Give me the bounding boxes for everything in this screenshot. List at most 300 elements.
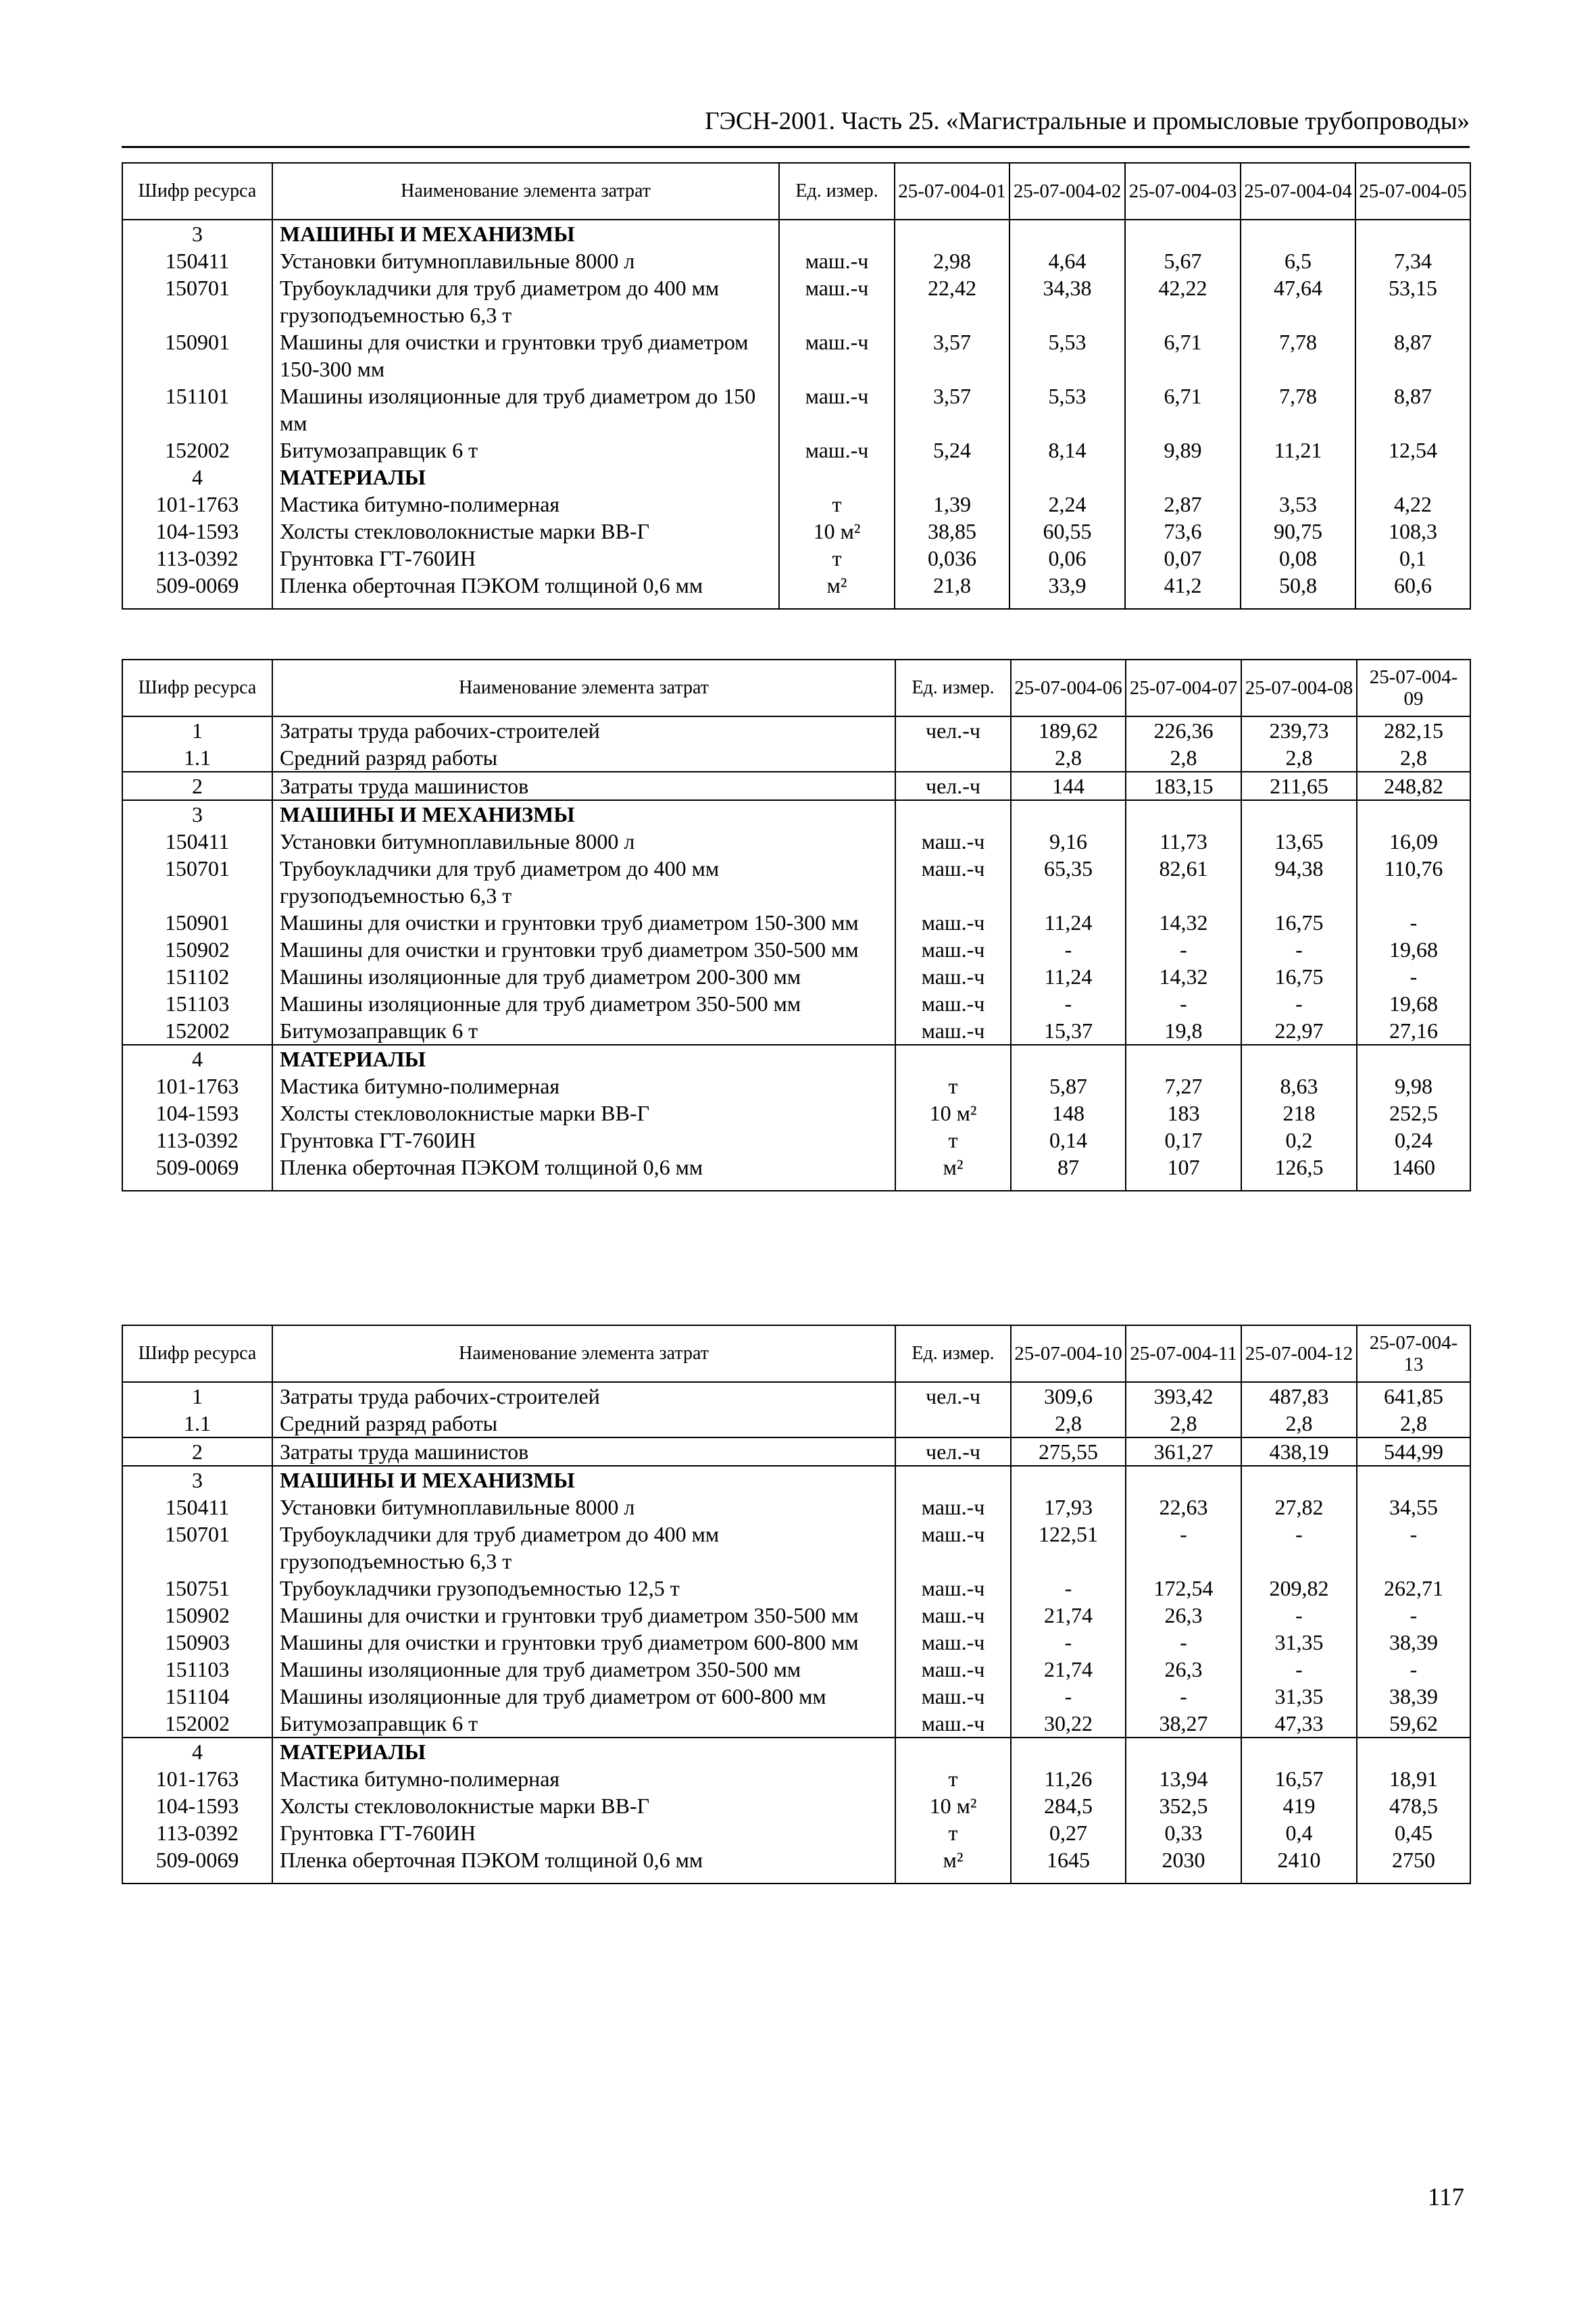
resource-code-cell: 1 xyxy=(122,1382,272,1410)
cost-element-name-cell: Установки битумноплавильные 8000 л xyxy=(272,828,895,855)
table-row xyxy=(122,1792,1470,1819)
table-row xyxy=(122,437,1470,464)
table-row xyxy=(122,1819,1470,1846)
value-cell: 6,5 xyxy=(1241,247,1355,274)
table-row xyxy=(122,1382,1470,1410)
value-cell: 26,3 xyxy=(1126,1602,1241,1629)
value-cell: 183,15 xyxy=(1126,772,1241,800)
value-cell: - xyxy=(1011,936,1126,963)
value-cell: 33,9 xyxy=(1009,572,1125,599)
value-cell: - xyxy=(1357,1521,1470,1575)
value-cell: 5,53 xyxy=(1009,383,1125,437)
table-row xyxy=(122,936,1470,963)
table-body xyxy=(122,1382,1470,1884)
cost-element-name-cell: Трубоукладчики для труб диаметром до 400 мм грузоподъемностью 6,3 т xyxy=(272,1521,895,1575)
unit-cell: чел.-ч xyxy=(895,716,1011,744)
value-cell: 7,27 xyxy=(1126,1073,1241,1100)
cost-element-name-cell: Мастика битумно-полимерная xyxy=(272,491,779,518)
value-cell: 2750 xyxy=(1357,1846,1470,1873)
cost-element-name-cell: Установки битумноплавильные 8000 л xyxy=(272,247,779,274)
value-cell: 0,1 xyxy=(1355,545,1470,572)
unit-cell: маш.-ч xyxy=(895,963,1011,990)
cost-element-name-cell: Машины изоляционные для труб диаметром 200-300 мм xyxy=(272,963,895,990)
value-cell: 3,53 xyxy=(1241,491,1355,518)
unit-cell: маш.-ч xyxy=(895,936,1011,963)
resource-code-cell: 509-0069 xyxy=(122,572,272,599)
value-cell xyxy=(1009,220,1125,247)
table-row xyxy=(122,1017,1470,1045)
table-row xyxy=(122,1575,1470,1602)
table-row xyxy=(122,545,1470,572)
value-cell: 8,87 xyxy=(1355,383,1470,437)
cost-element-name-cell: Холсты стекловолокнистые марки ВВ-Г xyxy=(272,1792,895,1819)
cost-element-name-cell: Пленка оберточная ПЭКОМ толщиной 0,6 мм xyxy=(272,1846,895,1873)
resource-code-cell: 4 xyxy=(122,1738,272,1765)
value-cell: 19,68 xyxy=(1357,936,1470,963)
value-cell: - xyxy=(1357,909,1470,936)
value-cell: 60,55 xyxy=(1009,518,1125,545)
value-cell xyxy=(1241,800,1357,828)
resource-code-cell: 151101 xyxy=(122,383,272,437)
cost-element-name-cell: Средний разряд работы xyxy=(272,744,895,772)
table-row xyxy=(122,1437,1470,1466)
table-row xyxy=(122,572,1470,599)
empty-cell xyxy=(1126,1873,1241,1884)
value-cell: 59,62 xyxy=(1357,1710,1470,1738)
cost-element-name-cell: Машины для очистки и грунтовки труб диаметром 350-500 мм xyxy=(272,936,895,963)
value-cell xyxy=(1011,1738,1126,1765)
value-cell: 0,07 xyxy=(1125,545,1241,572)
value-cell: 22,42 xyxy=(895,274,1009,328)
resource-code-cell: 150701 xyxy=(122,1521,272,1575)
column-header-rate: 25-07-004-06 xyxy=(1011,660,1126,716)
value-cell: - xyxy=(1241,1602,1357,1629)
resource-code-cell: 152002 xyxy=(122,1017,272,1045)
value-cell: 0,17 xyxy=(1126,1127,1241,1154)
table-row xyxy=(122,1521,1470,1575)
table-row xyxy=(122,1127,1470,1154)
value-cell: 0,08 xyxy=(1241,545,1355,572)
resource-code-cell: 151102 xyxy=(122,963,272,990)
value-cell: 11,21 xyxy=(1241,437,1355,464)
table-row xyxy=(122,855,1470,909)
unit-cell: маш.-ч xyxy=(779,328,895,383)
empty-cell xyxy=(122,1873,272,1884)
value-cell xyxy=(1126,800,1241,828)
value-cell xyxy=(1011,1045,1126,1073)
value-cell: 5,87 xyxy=(1011,1073,1126,1100)
column-header-code: Шифр ресурса xyxy=(122,163,272,220)
table-row xyxy=(122,963,1470,990)
value-cell: - xyxy=(1241,1656,1357,1683)
value-cell: - xyxy=(1241,1521,1357,1575)
resource-code-cell: 101-1763 xyxy=(122,1073,272,1100)
value-cell: 487,83 xyxy=(1241,1382,1357,1410)
resource-code-cell: 113-0392 xyxy=(122,1819,272,1846)
resource-code-cell: 152002 xyxy=(122,1710,272,1738)
empty-cell xyxy=(272,1181,895,1191)
value-cell: 183 xyxy=(1126,1100,1241,1127)
value-cell xyxy=(1241,1738,1357,1765)
column-header-unit: Ед. измер. xyxy=(895,1325,1011,1382)
value-cell: 252,5 xyxy=(1357,1100,1470,1127)
column-header-rate: 25-07-004-13 xyxy=(1357,1325,1470,1382)
value-cell: 3,57 xyxy=(895,383,1009,437)
cost-element-name-cell: Холсты стекловолокнистые марки ВВ-Г xyxy=(272,1100,895,1127)
cost-element-name-cell: Битумозаправщик 6 т xyxy=(272,1017,895,1045)
value-cell: 94,38 xyxy=(1241,855,1357,909)
value-cell xyxy=(1011,800,1126,828)
value-cell: 50,8 xyxy=(1241,572,1355,599)
resource-code-cell: 3 xyxy=(122,800,272,828)
unit-cell xyxy=(895,744,1011,772)
resource-code-cell: 509-0069 xyxy=(122,1154,272,1181)
cost-element-name-cell: Машины для очистки и грунтовки труб диаметром 150-300 мм xyxy=(272,328,779,383)
unit-cell: маш.-ч xyxy=(895,1602,1011,1629)
value-cell xyxy=(1125,464,1241,491)
value-cell xyxy=(1241,220,1355,247)
empty-cell xyxy=(1357,1873,1470,1884)
value-cell: 12,54 xyxy=(1355,437,1470,464)
value-cell: 107 xyxy=(1126,1154,1241,1181)
value-cell: 4,64 xyxy=(1009,247,1125,274)
value-cell: 126,5 xyxy=(1241,1154,1357,1181)
resource-code-cell: 150411 xyxy=(122,1494,272,1521)
column-header-name: Наименование элемента затрат xyxy=(272,1325,895,1382)
value-cell: 38,85 xyxy=(895,518,1009,545)
resource-code-cell: 101-1763 xyxy=(122,491,272,518)
cost-element-name-cell: Машины для очистки и грунтовки труб диаметром 350-500 мм xyxy=(272,1602,895,1629)
resource-table-2 xyxy=(122,659,1471,1191)
table-row xyxy=(122,1073,1470,1100)
section-row xyxy=(122,464,1470,491)
value-cell: 26,3 xyxy=(1126,1656,1241,1683)
table-row xyxy=(122,328,1470,383)
value-cell: 0,45 xyxy=(1357,1819,1470,1846)
value-cell: 0,33 xyxy=(1126,1819,1241,1846)
section-row xyxy=(122,1045,1470,1073)
value-cell xyxy=(1357,800,1470,828)
unit-cell: м² xyxy=(779,572,895,599)
value-cell: 438,19 xyxy=(1241,1437,1357,1466)
value-cell: 478,5 xyxy=(1357,1792,1470,1819)
empty-cell xyxy=(1009,599,1125,609)
unit-cell: чел.-ч xyxy=(895,1382,1011,1410)
value-cell: 144 xyxy=(1011,772,1126,800)
resource-code-cell: 150902 xyxy=(122,1602,272,1629)
value-cell: 4,22 xyxy=(1355,491,1470,518)
unit-cell: маш.-ч xyxy=(895,1575,1011,1602)
unit-cell xyxy=(895,1738,1011,1765)
value-cell xyxy=(1357,1045,1470,1073)
empty-cell xyxy=(779,599,895,609)
value-cell: 2,8 xyxy=(1011,744,1126,772)
value-cell: - xyxy=(1126,1683,1241,1710)
empty-cell xyxy=(1125,599,1241,609)
resource-code-cell: 150701 xyxy=(122,274,272,328)
empty-cell xyxy=(1126,1181,1241,1191)
value-cell xyxy=(1241,464,1355,491)
resource-code-cell: 113-0392 xyxy=(122,1127,272,1154)
table-row xyxy=(122,274,1470,328)
table-row xyxy=(122,1494,1470,1521)
unit-cell: т xyxy=(779,491,895,518)
value-cell: 17,93 xyxy=(1011,1494,1126,1521)
value-cell: 0,27 xyxy=(1011,1819,1126,1846)
unit-cell: маш.-ч xyxy=(895,855,1011,909)
value-cell: 21,74 xyxy=(1011,1656,1126,1683)
value-cell: 2,8 xyxy=(1126,1410,1241,1437)
column-header-rate: 25-07-004-02 xyxy=(1009,163,1125,220)
unit-cell: маш.-ч xyxy=(895,1683,1011,1710)
table-bottom-border xyxy=(122,599,1470,609)
unit-cell: маш.-ч xyxy=(895,990,1011,1017)
value-cell: - xyxy=(1126,1521,1241,1575)
value-cell: 34,55 xyxy=(1357,1494,1470,1521)
empty-cell xyxy=(1357,1181,1470,1191)
column-header-rate: 25-07-004-12 xyxy=(1241,1325,1357,1382)
cost-element-name-cell: МАТЕРИАЛЫ xyxy=(272,1738,895,1765)
resource-code-cell: 3 xyxy=(122,220,272,247)
column-header-rate: 25-07-004-04 xyxy=(1241,163,1355,220)
value-cell: 22,63 xyxy=(1126,1494,1241,1521)
unit-cell xyxy=(779,220,895,247)
unit-cell: маш.-ч xyxy=(895,1494,1011,1521)
value-cell xyxy=(1357,1466,1470,1494)
value-cell: 9,98 xyxy=(1357,1073,1470,1100)
value-cell: 2030 xyxy=(1126,1846,1241,1873)
unit-cell xyxy=(895,1045,1011,1073)
unit-cell: т xyxy=(779,545,895,572)
value-cell: - xyxy=(1357,963,1470,990)
value-cell: 3,57 xyxy=(895,328,1009,383)
cost-element-name-cell: Машины для очистки и грунтовки труб диаметром 600-800 мм xyxy=(272,1629,895,1656)
value-cell: 148 xyxy=(1011,1100,1126,1127)
column-header-rate: 25-07-004-01 xyxy=(895,163,1009,220)
value-cell: 8,14 xyxy=(1009,437,1125,464)
value-cell: 60,6 xyxy=(1355,572,1470,599)
cost-element-name-cell: Грунтовка ГТ-760ИН xyxy=(272,545,779,572)
cost-element-name-cell: Битумозаправщик 6 т xyxy=(272,1710,895,1738)
value-cell: 1645 xyxy=(1011,1846,1126,1873)
unit-cell: м² xyxy=(895,1846,1011,1873)
value-cell: 5,24 xyxy=(895,437,1009,464)
value-cell: 641,85 xyxy=(1357,1382,1470,1410)
unit-cell: маш.-ч xyxy=(895,1017,1011,1045)
column-header-rate: 25-07-004-03 xyxy=(1125,163,1241,220)
table-row xyxy=(122,383,1470,437)
value-cell: 16,09 xyxy=(1357,828,1470,855)
value-cell xyxy=(895,464,1009,491)
value-cell: 34,38 xyxy=(1009,274,1125,328)
value-cell xyxy=(1241,1045,1357,1073)
value-cell: 30,22 xyxy=(1011,1710,1126,1738)
value-cell: - xyxy=(1241,936,1357,963)
resource-table-1 xyxy=(122,162,1471,610)
resource-code-cell: 1.1 xyxy=(122,1410,272,1437)
value-cell: 2,8 xyxy=(1126,744,1241,772)
resource-code-cell: 151104 xyxy=(122,1683,272,1710)
cost-element-name-cell: Средний разряд работы xyxy=(272,1410,895,1437)
column-header-name: Наименование элемента затрат xyxy=(272,163,779,220)
section-row xyxy=(122,1738,1470,1765)
value-cell: 108,3 xyxy=(1355,518,1470,545)
unit-cell: т xyxy=(895,1765,1011,1792)
unit-cell: маш.-ч xyxy=(779,383,895,437)
resource-code-cell: 150411 xyxy=(122,828,272,855)
cost-element-name-cell: Трубоукладчики для труб диаметром до 400 мм грузоподъемностью 6,3 т xyxy=(272,274,779,328)
empty-cell xyxy=(272,1873,895,1884)
value-cell: 13,94 xyxy=(1126,1765,1241,1792)
value-cell: - xyxy=(1126,1629,1241,1656)
unit-cell xyxy=(895,1466,1011,1494)
unit-cell: м² xyxy=(895,1154,1011,1181)
table-row xyxy=(122,1100,1470,1127)
unit-cell: чел.-ч xyxy=(895,772,1011,800)
unit-cell xyxy=(779,464,895,491)
cost-element-name-cell: Машины для очистки и грунтовки труб диаметром 150-300 мм xyxy=(272,909,895,936)
value-cell xyxy=(895,220,1009,247)
column-header-code: Шифр ресурса xyxy=(122,1325,272,1382)
value-cell: 53,15 xyxy=(1355,274,1470,328)
table-row xyxy=(122,518,1470,545)
table-row xyxy=(122,909,1470,936)
resource-code-cell: 104-1593 xyxy=(122,1792,272,1819)
resource-code-cell: 150901 xyxy=(122,328,272,383)
table-row xyxy=(122,716,1470,744)
resource-code-cell: 1 xyxy=(122,716,272,744)
value-cell: 38,27 xyxy=(1126,1710,1241,1738)
cost-element-name-cell: МАШИНЫ И МЕХАНИЗМЫ xyxy=(272,220,779,247)
value-cell: - xyxy=(1126,936,1241,963)
value-cell: 19,68 xyxy=(1357,990,1470,1017)
unit-cell xyxy=(895,800,1011,828)
value-cell: 82,61 xyxy=(1126,855,1241,909)
value-cell: 393,42 xyxy=(1126,1382,1241,1410)
value-cell: 2,8 xyxy=(1357,744,1470,772)
value-cell: 90,75 xyxy=(1241,518,1355,545)
resource-code-cell: 509-0069 xyxy=(122,1846,272,1873)
cost-element-name-cell: Установки битумноплавильные 8000 л xyxy=(272,1494,895,1521)
value-cell: 31,35 xyxy=(1241,1629,1357,1656)
value-cell: 2410 xyxy=(1241,1846,1357,1873)
resource-code-cell: 3 xyxy=(122,1466,272,1494)
value-cell: 38,39 xyxy=(1357,1683,1470,1710)
value-cell: 22,97 xyxy=(1241,1017,1357,1045)
value-cell: 275,55 xyxy=(1011,1437,1126,1466)
unit-cell: 10 м² xyxy=(895,1792,1011,1819)
table-body xyxy=(122,716,1470,1191)
value-cell: 6,71 xyxy=(1125,383,1241,437)
cost-element-name-cell: Машины изоляционные для труб диаметром от 600-800 мм xyxy=(272,1683,895,1710)
table-row xyxy=(122,1602,1470,1629)
value-cell: 16,75 xyxy=(1241,963,1357,990)
value-cell xyxy=(1126,1738,1241,1765)
table-row xyxy=(122,990,1470,1017)
cost-element-name-cell: Грунтовка ГТ-760ИН xyxy=(272,1127,895,1154)
running-header: ГЭСН-2001. Часть 25. «Магистральные и промысловые трубопроводы» xyxy=(122,101,1470,148)
table-row xyxy=(122,247,1470,274)
cost-element-name-cell: МАТЕРИАЛЫ xyxy=(272,464,779,491)
value-cell xyxy=(1355,464,1470,491)
empty-cell xyxy=(1241,599,1355,609)
value-cell: 419 xyxy=(1241,1792,1357,1819)
value-cell: 239,73 xyxy=(1241,716,1357,744)
empty-cell xyxy=(1355,599,1470,609)
unit-cell: маш.-ч xyxy=(895,1629,1011,1656)
table-row xyxy=(122,1154,1470,1181)
value-cell: 73,6 xyxy=(1125,518,1241,545)
cost-element-name-cell: МАШИНЫ И МЕХАНИЗМЫ xyxy=(272,1466,895,1494)
resource-code-cell: 104-1593 xyxy=(122,1100,272,1127)
empty-cell xyxy=(122,599,272,609)
column-header-code: Шифр ресурса xyxy=(122,660,272,716)
empty-cell xyxy=(895,1181,1011,1191)
value-cell: 8,63 xyxy=(1241,1073,1357,1100)
cost-element-name-cell: Холсты стекловолокнистые марки ВВ-Г xyxy=(272,518,779,545)
resource-code-cell: 4 xyxy=(122,1045,272,1073)
value-cell: 262,71 xyxy=(1357,1575,1470,1602)
table-row xyxy=(122,491,1470,518)
section-row xyxy=(122,220,1470,247)
empty-cell xyxy=(1241,1873,1357,1884)
cost-element-name-cell: Затраты труда рабочих-строителей xyxy=(272,1382,895,1410)
value-cell: 361,27 xyxy=(1126,1437,1241,1466)
unit-cell: маш.-ч xyxy=(779,274,895,328)
resource-code-cell: 150751 xyxy=(122,1575,272,1602)
empty-cell xyxy=(272,599,779,609)
value-cell: 11,24 xyxy=(1011,963,1126,990)
table-bottom-border xyxy=(122,1181,1470,1191)
table-row xyxy=(122,1410,1470,1437)
resource-code-cell: 104-1593 xyxy=(122,518,272,545)
value-cell: - xyxy=(1011,1629,1126,1656)
value-cell: 27,82 xyxy=(1241,1494,1357,1521)
value-cell: 9,89 xyxy=(1125,437,1241,464)
value-cell: 1,39 xyxy=(895,491,1009,518)
value-cell: 21,74 xyxy=(1011,1602,1126,1629)
value-cell: 2,87 xyxy=(1125,491,1241,518)
value-cell: 14,32 xyxy=(1126,909,1241,936)
value-cell xyxy=(1355,220,1470,247)
value-cell: - xyxy=(1241,990,1357,1017)
value-cell: 2,24 xyxy=(1009,491,1125,518)
value-cell xyxy=(1009,464,1125,491)
page-number: 117 xyxy=(1427,2184,1464,2211)
value-cell: 7,78 xyxy=(1241,383,1355,437)
value-cell: 31,35 xyxy=(1241,1683,1357,1710)
table-row xyxy=(122,1710,1470,1738)
resource-code-cell: 2 xyxy=(122,1437,272,1466)
value-cell: 21,8 xyxy=(895,572,1009,599)
unit-cell: 10 м² xyxy=(895,1100,1011,1127)
value-cell: 13,65 xyxy=(1241,828,1357,855)
value-cell: - xyxy=(1357,1656,1470,1683)
unit-cell: чел.-ч xyxy=(895,1437,1011,1466)
resource-code-cell: 150901 xyxy=(122,909,272,936)
resource-code-cell: 151103 xyxy=(122,1656,272,1683)
section-row xyxy=(122,800,1470,828)
cost-element-name-cell: Трубоукладчики для труб диаметром до 400 мм грузоподъемностью 6,3 т xyxy=(272,855,895,909)
resource-code-cell: 150902 xyxy=(122,936,272,963)
value-cell: 282,15 xyxy=(1357,716,1470,744)
value-cell: 15,37 xyxy=(1011,1017,1126,1045)
column-header-rate: 25-07-004-05 xyxy=(1355,163,1470,220)
value-cell: 27,16 xyxy=(1357,1017,1470,1045)
cost-element-name-cell: Машины изоляционные для труб диаметром до 150 мм xyxy=(272,383,779,437)
cost-element-name-cell: Затраты труда машинистов xyxy=(272,772,895,800)
resource-code-cell: 2 xyxy=(122,772,272,800)
